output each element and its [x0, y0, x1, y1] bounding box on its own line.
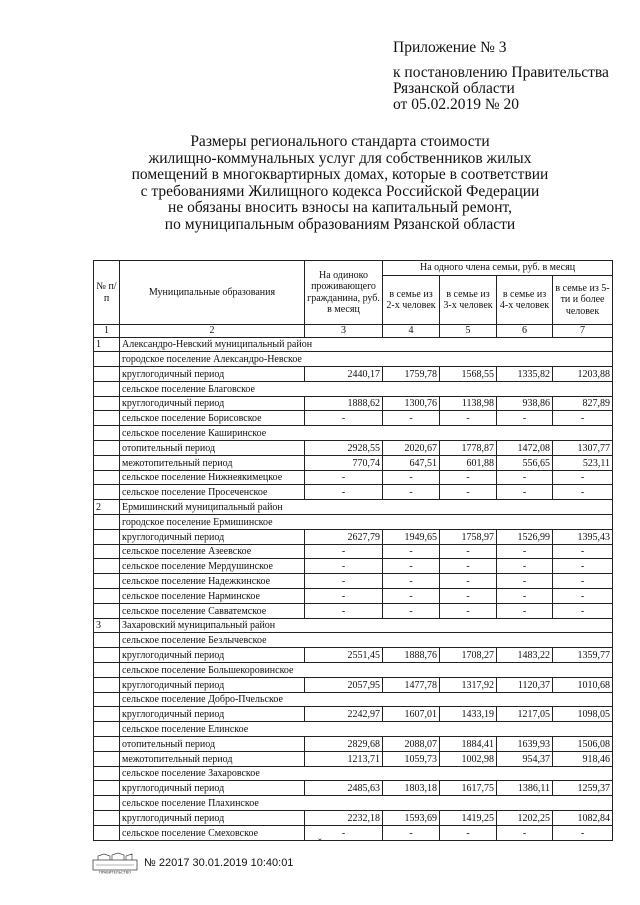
value-cell: -	[440, 411, 497, 426]
table-row	[94, 796, 613, 811]
value-cell: 954,37	[497, 751, 553, 766]
table-row	[94, 707, 613, 722]
value-cell: 770,74	[305, 455, 383, 470]
table-row	[94, 544, 613, 559]
value-cell: 1884,41	[440, 737, 497, 752]
value-cell: -	[440, 589, 497, 604]
row-label: межотопительный период	[120, 751, 305, 766]
value-cell: 1138,98	[440, 396, 497, 411]
value-cell: 2088,07	[383, 737, 440, 752]
value-cell: 1317,92	[440, 677, 497, 692]
row-label: круглогодичный период	[120, 367, 305, 382]
value-cell: 1949,65	[383, 529, 440, 544]
value-cell: 1433,19	[440, 707, 497, 722]
row-index	[94, 515, 120, 530]
header-fam3: в семье из 3-х человек	[440, 276, 497, 325]
value-cell: 1607,01	[383, 707, 440, 722]
table-row	[94, 766, 613, 781]
settlement-name: сельское поселение Каширинское	[120, 426, 613, 441]
value-cell: 1778,87	[440, 441, 497, 456]
row-label: сельское поселение Надежкинское	[120, 574, 305, 589]
value-cell: -	[440, 485, 497, 500]
value-cell: -	[440, 544, 497, 559]
value-cell: 918,46	[553, 751, 613, 766]
table-row	[94, 692, 613, 707]
value-cell: -	[305, 825, 383, 840]
value-cell: -	[383, 485, 440, 500]
appendix-block	[393, 40, 633, 113]
value-cell: -	[440, 559, 497, 574]
value-cell: -	[553, 485, 613, 500]
value-cell: 1335,82	[497, 367, 553, 382]
value-cell: -	[305, 470, 383, 485]
registration-number: № 22017 30.01.2019 10:40:01	[144, 857, 294, 869]
row-index	[94, 663, 120, 678]
document-title	[60, 134, 620, 234]
value-cell: 1307,77	[553, 441, 613, 456]
value-cell: -	[553, 574, 613, 589]
value-cell: 1386,11	[497, 781, 553, 796]
settlement-name: сельское поселение Безлычевское	[120, 633, 613, 648]
value-cell: -	[497, 825, 553, 840]
value-cell: -	[383, 544, 440, 559]
table-row	[94, 618, 613, 633]
row-label: сельское поселение Смеховское	[120, 825, 305, 840]
row-index	[94, 692, 120, 707]
row-label: сельское поселение Борисовское	[120, 411, 305, 426]
title-line: Размеры регионального стандарта стоимости	[190, 133, 490, 150]
value-cell: 827,89	[553, 396, 613, 411]
value-cell: 1477,78	[383, 677, 440, 692]
row-index	[94, 455, 120, 470]
row-index	[94, 811, 120, 826]
title-line: жилищно-коммунальных услуг для собственников жилых	[148, 149, 532, 167]
value-cell: -	[305, 589, 383, 604]
settlement-name: сельское поселение Захаровское	[120, 766, 613, 781]
appendix-date: от 05.02.2019 № 20	[393, 96, 519, 113]
row-index: 1	[94, 337, 120, 352]
row-label: круглогодичный период	[120, 781, 305, 796]
header-num: № п/п	[94, 261, 120, 325]
value-cell: 1888,76	[383, 648, 440, 663]
table-row	[94, 455, 613, 470]
value-cell: -	[305, 574, 383, 589]
row-index	[94, 411, 120, 426]
district-name: Александро-Невский муниципальный район	[120, 337, 613, 352]
value-cell: 1483,22	[497, 648, 553, 663]
table-row	[94, 470, 613, 485]
row-index	[94, 751, 120, 766]
table-row	[94, 441, 613, 456]
district-name: Захаровский муниципальный район	[120, 618, 613, 633]
row-index	[94, 825, 120, 840]
value-cell: 1395,43	[553, 529, 613, 544]
table-row	[94, 559, 613, 574]
district-name: Ермишинский муниципальный район	[120, 500, 613, 515]
row-label: круглогодичный период	[120, 648, 305, 663]
row-index	[94, 559, 120, 574]
table-row	[94, 737, 613, 752]
value-cell: 1259,37	[553, 781, 613, 796]
value-cell: 523,11	[553, 455, 613, 470]
value-cell: -	[383, 411, 440, 426]
table-row	[94, 381, 613, 396]
table-row	[94, 515, 613, 530]
value-cell: -	[553, 559, 613, 574]
value-cell: 1059,73	[383, 751, 440, 766]
value-cell: -	[305, 603, 383, 618]
row-index	[94, 677, 120, 692]
value-cell: 1202,25	[497, 811, 553, 826]
value-cell: -	[383, 589, 440, 604]
settlement-name: сельское поселение Благовское	[120, 381, 613, 396]
row-index	[94, 352, 120, 367]
value-cell: -	[553, 470, 613, 485]
settlement-name: городское поселение Ермишинское	[120, 515, 613, 530]
table-row	[94, 633, 613, 648]
col-number: 2	[120, 325, 305, 338]
col-number: 4	[383, 325, 440, 338]
value-cell: 1639,93	[497, 737, 553, 752]
value-cell: 1759,78	[383, 367, 440, 382]
table-row	[94, 589, 613, 604]
title-line: по муниципальным образованиям Рязанской области	[164, 215, 516, 233]
col-number: 7	[553, 325, 613, 338]
title-line: помещений в многоквартирных домах, которые в соответствии	[131, 166, 549, 184]
header-per-member: На одного члена семьи, руб. в месяц	[383, 261, 613, 276]
value-cell: -	[440, 825, 497, 840]
row-index	[94, 529, 120, 544]
value-cell: -	[497, 589, 553, 604]
col-number: 6	[497, 325, 553, 338]
table-row	[94, 663, 613, 678]
row-label: межотопительный период	[120, 455, 305, 470]
settlement-name: сельское поселение Плахинское	[120, 796, 613, 811]
value-cell: -	[497, 411, 553, 426]
value-cell: 1419,25	[440, 811, 497, 826]
table-body	[94, 337, 613, 840]
row-index	[94, 633, 120, 648]
table-row	[94, 337, 613, 352]
settlement-name: сельское поселение Елинское	[120, 722, 613, 737]
value-cell: 1120,37	[497, 677, 553, 692]
value-cell: -	[383, 603, 440, 618]
value-cell: -	[383, 559, 440, 574]
table-row	[94, 811, 613, 826]
settlement-name: сельское поселение Большекоровинское	[120, 663, 613, 678]
value-cell: -	[553, 603, 613, 618]
row-label: отопительный период	[120, 441, 305, 456]
value-cell: -	[440, 603, 497, 618]
row-label: отопительный период	[120, 737, 305, 752]
row-index: 3	[94, 618, 120, 633]
row-index	[94, 766, 120, 781]
value-cell: -	[383, 470, 440, 485]
table-row	[94, 352, 613, 367]
row-label: круглогодичный период	[120, 707, 305, 722]
value-cell: -	[440, 470, 497, 485]
row-index	[94, 426, 120, 441]
value-cell: 1082,84	[553, 811, 613, 826]
value-cell: -	[383, 574, 440, 589]
value-cell: 2232,18	[305, 811, 383, 826]
value-cell: 1217,05	[497, 707, 553, 722]
row-label: сельское поселение Нижнеякимецкое	[120, 470, 305, 485]
row-label: круглогодичный период	[120, 677, 305, 692]
header-fam5: в семье из 5-ти и более человек	[553, 276, 613, 325]
registration-footer	[92, 852, 293, 874]
row-index	[94, 367, 120, 382]
appendix-reference: к постановлению Правительства	[393, 64, 609, 81]
value-cell: 2551,45	[305, 648, 383, 663]
scan-mark: ˇ	[318, 837, 322, 849]
government-stamp-icon	[92, 852, 138, 874]
title-line: с требованиями Жилищного кодекса Российской Федерации	[140, 182, 540, 200]
svg-text:ПРАВИТЕЛЬСТВО: ПРАВИТЕЛЬСТВО	[98, 870, 132, 874]
value-cell: 2928,55	[305, 441, 383, 456]
value-cell: -	[497, 470, 553, 485]
value-cell: 1708,27	[440, 648, 497, 663]
value-cell: 938,86	[497, 396, 553, 411]
row-index	[94, 574, 120, 589]
table-row	[94, 825, 613, 840]
header-municipality: Муниципальные образования	[120, 261, 305, 325]
title-line: не обязаны вносить взносы на капитальный ремонт,	[168, 199, 512, 217]
row-index	[94, 470, 120, 485]
value-cell: 1300,76	[383, 396, 440, 411]
value-cell: 556,65	[497, 455, 553, 470]
value-cell: 2020,67	[383, 441, 440, 456]
col-number: 1	[94, 325, 120, 338]
row-index	[94, 722, 120, 737]
value-cell: 1593,69	[383, 811, 440, 826]
value-cell: 1617,75	[440, 781, 497, 796]
row-index	[94, 796, 120, 811]
value-cell: -	[305, 485, 383, 500]
value-cell: -	[440, 574, 497, 589]
value-cell: 1213,71	[305, 751, 383, 766]
col-number: 5	[440, 325, 497, 338]
header-single: На одиноко проживающего гражданина, руб. в месяц	[305, 261, 383, 325]
value-cell: -	[305, 559, 383, 574]
value-cell: -	[497, 485, 553, 500]
row-index	[94, 485, 120, 500]
row-index	[94, 781, 120, 796]
row-label: круглогодичный период	[120, 811, 305, 826]
value-cell: -	[497, 603, 553, 618]
table-row	[94, 751, 613, 766]
standards-table	[93, 260, 613, 841]
value-cell: 2440,17	[305, 367, 383, 382]
value-cell: 1010,68	[553, 677, 613, 692]
row-index	[94, 544, 120, 559]
value-cell: -	[305, 544, 383, 559]
value-cell: -	[553, 411, 613, 426]
table-row	[94, 677, 613, 692]
value-cell: 2242,97	[305, 707, 383, 722]
value-cell: 647,51	[383, 455, 440, 470]
row-index	[94, 381, 120, 396]
row-label: сельское поселение Нарминское	[120, 589, 305, 604]
table-row	[94, 722, 613, 737]
row-label: сельское поселение Просеченское	[120, 485, 305, 500]
table-row	[94, 648, 613, 663]
value-cell: -	[553, 544, 613, 559]
row-index	[94, 589, 120, 604]
value-cell: 2829,68	[305, 737, 383, 752]
row-index	[94, 396, 120, 411]
table-row	[94, 574, 613, 589]
table-row	[94, 396, 613, 411]
value-cell: 1568,55	[440, 367, 497, 382]
row-index	[94, 737, 120, 752]
settlement-name: городское поселение Александро-Невское	[120, 352, 613, 367]
value-cell: 1359,77	[553, 648, 613, 663]
row-label: сельское поселение Савватемское	[120, 603, 305, 618]
value-cell: -	[553, 589, 613, 604]
table-row	[94, 411, 613, 426]
value-cell: 1758,97	[440, 529, 497, 544]
value-cell: -	[383, 825, 440, 840]
value-cell: 1098,05	[553, 707, 613, 722]
col-number: 3	[305, 325, 383, 338]
table-row	[94, 367, 613, 382]
header-fam2: в семье из 2-х человек	[383, 276, 440, 325]
value-cell: 2057,95	[305, 677, 383, 692]
header-fam4: в семье из 4-х человек	[497, 276, 553, 325]
table-row	[94, 781, 613, 796]
value-cell: 1506,08	[553, 737, 613, 752]
settlement-name: сельское поселение Добро-Пчельское	[120, 692, 613, 707]
value-cell: 1803,18	[383, 781, 440, 796]
value-cell: 1526,99	[497, 529, 553, 544]
value-cell: 601,88	[440, 455, 497, 470]
value-cell: -	[305, 411, 383, 426]
row-label: сельское поселение Азеевское	[120, 544, 305, 559]
table-row	[94, 426, 613, 441]
row-label: круглогодичный период	[120, 396, 305, 411]
value-cell: -	[553, 825, 613, 840]
value-cell: 1472,08	[497, 441, 553, 456]
value-cell: 2627,79	[305, 529, 383, 544]
value-cell: -	[497, 544, 553, 559]
row-index	[94, 603, 120, 618]
row-index: 2	[94, 500, 120, 515]
row-index	[94, 707, 120, 722]
table-row	[94, 485, 613, 500]
appendix-region: Рязанской области	[393, 80, 515, 97]
value-cell: -	[497, 574, 553, 589]
row-label: сельское поселение Мердушинское	[120, 559, 305, 574]
value-cell: 1203,88	[553, 367, 613, 382]
value-cell: 1002,98	[440, 751, 497, 766]
value-cell: -	[497, 559, 553, 574]
row-index	[94, 441, 120, 456]
table-row	[94, 529, 613, 544]
value-cell: 2485,63	[305, 781, 383, 796]
table-row	[94, 500, 613, 515]
value-cell: 1888,62	[305, 396, 383, 411]
table-row	[94, 603, 613, 618]
row-index	[94, 648, 120, 663]
row-label: круглогодичный период	[120, 529, 305, 544]
appendix-number: Приложение № 3	[393, 39, 507, 56]
